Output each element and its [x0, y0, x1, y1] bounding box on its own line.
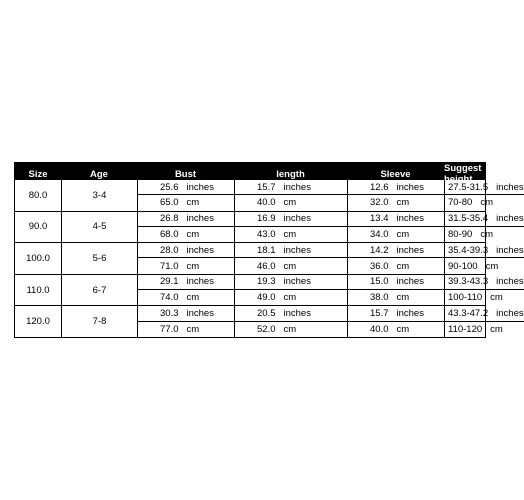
sleeve-line [348, 180, 444, 195]
bust-unit: inches [186, 244, 214, 256]
sleeve-value: 38.0 [370, 292, 389, 304]
bust-line [138, 275, 234, 290]
bust-value: 71.0 [160, 260, 179, 272]
bust-value: 28.0 [160, 244, 179, 256]
bust-line [138, 243, 234, 258]
bust-cell [137, 306, 234, 337]
sleeve-unit: cm [396, 260, 410, 272]
size-cell: 120.0 [26, 316, 50, 328]
height-line [445, 258, 524, 273]
length-unit: inches [283, 276, 311, 288]
length-line [235, 290, 347, 305]
sleeve-cell [347, 243, 444, 274]
header-length: length [276, 168, 305, 180]
height-line [445, 227, 524, 242]
length-line [235, 258, 347, 273]
table-row [15, 274, 524, 306]
bust-value: 68.0 [160, 229, 179, 241]
height-line [445, 195, 524, 210]
bust-line [138, 227, 234, 242]
height-cell [444, 243, 524, 274]
length-line [235, 180, 347, 195]
height-unit: inches [496, 244, 524, 256]
bust-value: 30.3 [160, 308, 179, 320]
height-value: 27.5-31.5 [448, 181, 489, 193]
sleeve-cell [347, 306, 444, 337]
bust-value: 77.0 [160, 323, 179, 335]
height-cell [444, 306, 524, 337]
sleeve-line [348, 306, 444, 321]
length-unit: cm [283, 292, 297, 304]
sleeve-value: 15.7 [370, 308, 389, 320]
size-cell: 90.0 [28, 221, 48, 233]
height-value: 35.4-39.3 [448, 244, 489, 256]
bust-line [138, 322, 234, 337]
age-cell: 3-4 [61, 180, 137, 211]
bust-cell [137, 180, 234, 211]
length-unit: inches [283, 244, 311, 256]
age-cell: 7-8 [61, 306, 137, 337]
sleeve-unit: inches [396, 213, 424, 225]
bust-unit: cm [186, 229, 200, 241]
length-line [235, 322, 347, 337]
age-cell: 5-6 [61, 243, 137, 274]
sleeve-value: 14.2 [370, 244, 389, 256]
sleeve-unit: cm [396, 323, 410, 335]
bust-unit: inches [186, 276, 214, 288]
length-value: 19.3 [257, 276, 276, 288]
table-row [15, 242, 524, 274]
length-unit: inches [283, 181, 311, 193]
length-unit: inches [283, 308, 311, 320]
height-value: 90-100 [448, 260, 478, 272]
length-cell [234, 212, 347, 243]
sleeve-unit: inches [396, 308, 424, 320]
bust-line [138, 290, 234, 305]
sleeve-unit: inches [396, 181, 424, 193]
size-cell: 110.0 [26, 284, 50, 296]
sleeve-cell [347, 275, 444, 306]
sleeve-line [348, 227, 444, 242]
height-line [445, 243, 524, 258]
bust-unit: inches [186, 213, 214, 225]
sleeve-line [348, 290, 444, 305]
sleeve-value: 40.0 [370, 323, 389, 335]
length-value: 18.1 [257, 244, 276, 256]
height-unit: cm [490, 292, 503, 304]
height-value: 39.3-43.3 [448, 276, 489, 288]
age-cell: 6-7 [61, 275, 137, 306]
length-value: 43.0 [257, 229, 276, 241]
bust-line [138, 306, 234, 321]
length-value: 52.0 [257, 323, 276, 335]
height-unit: inches [496, 308, 524, 320]
height-value: 70-80 [448, 197, 473, 209]
table-row [15, 179, 524, 211]
header-age: Age [90, 168, 108, 180]
sleeve-cell [347, 212, 444, 243]
length-line [235, 243, 347, 258]
sleeve-value: 13.4 [370, 213, 389, 225]
length-line [235, 195, 347, 210]
length-unit: cm [283, 197, 297, 209]
height-line [445, 180, 524, 195]
size-chart-table [14, 162, 524, 338]
sleeve-value: 15.0 [370, 276, 389, 288]
height-line [445, 290, 524, 305]
bust-unit: cm [186, 292, 200, 304]
length-unit: inches [283, 213, 311, 225]
sleeve-line [348, 243, 444, 258]
length-value: 49.0 [257, 292, 276, 304]
sleeve-line [348, 258, 444, 273]
bust-value: 29.1 [160, 276, 179, 288]
height-value: 80-90 [448, 229, 473, 241]
length-value: 16.9 [257, 213, 276, 225]
sleeve-line [348, 195, 444, 210]
header-sleeve: Sleeve [380, 168, 411, 180]
height-value: 100-110 [448, 292, 483, 304]
sleeve-unit: cm [396, 292, 410, 304]
sleeve-line [348, 322, 444, 337]
height-unit: cm [485, 260, 499, 272]
height-line [445, 275, 524, 290]
sleeve-unit: cm [396, 229, 410, 241]
bust-cell [137, 243, 234, 274]
table-row [15, 211, 524, 243]
height-line [445, 322, 524, 337]
height-unit: inches [496, 181, 524, 193]
length-line [235, 306, 347, 321]
height-value: 43.3-47.2 [448, 308, 489, 320]
bust-unit: cm [186, 323, 200, 335]
height-unit: cm [480, 197, 493, 209]
sleeve-unit: inches [396, 244, 424, 256]
header-row [15, 163, 485, 185]
height-value: 110-120 [448, 323, 483, 335]
table-row [15, 305, 524, 337]
length-cell [234, 275, 347, 306]
bust-value: 25.6 [160, 181, 179, 193]
sleeve-value: 32.0 [370, 197, 389, 209]
height-line [445, 212, 524, 227]
length-line [235, 275, 347, 290]
sleeve-line [348, 212, 444, 227]
height-unit: inches [496, 213, 524, 225]
length-line [235, 212, 347, 227]
bust-line [138, 195, 234, 210]
length-value: 20.5 [257, 308, 276, 320]
length-value: 15.7 [257, 181, 276, 193]
sleeve-value: 34.0 [370, 229, 389, 241]
bust-value: 65.0 [160, 197, 179, 209]
bust-value: 26.8 [160, 213, 179, 225]
header-suggest-height: Suggest height [444, 163, 482, 185]
length-unit: cm [283, 229, 297, 241]
length-cell [234, 180, 347, 211]
length-value: 46.0 [257, 260, 276, 272]
length-value: 40.0 [257, 197, 276, 209]
sleeve-value: 12.6 [370, 181, 389, 193]
height-cell [444, 275, 524, 306]
sleeve-line [348, 275, 444, 290]
bust-line [138, 180, 234, 195]
header-size: Size [28, 168, 48, 180]
height-unit: inches [496, 276, 524, 288]
sleeve-value: 36.0 [370, 260, 389, 272]
bust-unit: inches [186, 181, 214, 193]
length-cell [234, 243, 347, 274]
sleeve-unit: cm [396, 197, 410, 209]
bust-value: 74.0 [160, 292, 179, 304]
height-unit: cm [480, 229, 493, 241]
size-cell: 100.0 [26, 252, 50, 264]
bust-unit: cm [186, 260, 200, 272]
bust-unit: cm [186, 197, 200, 209]
bust-cell [137, 275, 234, 306]
age-cell: 4-5 [61, 212, 137, 243]
size-cell: 80.0 [28, 189, 48, 201]
bust-line [138, 258, 234, 273]
height-line [445, 306, 524, 321]
height-value: 31.5-35.4 [448, 213, 489, 225]
height-cell [444, 180, 524, 211]
bust-cell [137, 212, 234, 243]
header-bust: Bust [174, 168, 197, 180]
length-unit: cm [283, 260, 297, 272]
length-line [235, 227, 347, 242]
sleeve-cell [347, 180, 444, 211]
length-cell [234, 306, 347, 337]
bust-line [138, 212, 234, 227]
sleeve-unit: inches [396, 276, 424, 288]
bust-unit: inches [186, 308, 214, 320]
height-cell [444, 212, 524, 243]
length-unit: cm [283, 323, 297, 335]
height-unit: cm [490, 323, 503, 335]
